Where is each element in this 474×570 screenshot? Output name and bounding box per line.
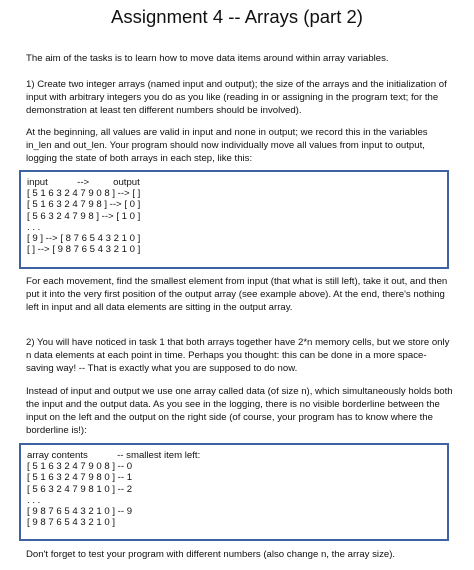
task2-paragraph-1: 2) You will have noticed in task 1 that both arrays together have 2*n memory cells, but we store only n data elements at each point in time. Perhaps you thought: this can be done in a more space-saving way! -- That is exactly what you are supposed to do now. (26, 337, 450, 374)
task1-log-box (19, 170, 449, 269)
log-line: array contents -- smallest item left: (27, 450, 201, 461)
log-line: . . . (27, 494, 41, 506)
log-line: input --> output (27, 177, 140, 188)
log-line: [ 5 1 6 3 2 4 7 9 0 8 ] -- 0 (27, 461, 133, 473)
log-line: [ 9 8 7 6 5 4 3 2 1 0 ] -- 9 (27, 505, 133, 517)
closing-paragraph: Don't forget to test your program with different numbers (also change n, the array size). (26, 549, 396, 560)
log-line: [ 5 6 3 2 4 7 9 8 ] --> [ 1 0 ] (27, 210, 141, 222)
log-line: [ ] --> [ 9 8 7 6 5 4 3 2 1 0 ] (27, 244, 141, 256)
log-line: [ 5 1 6 3 2 4 7 9 0 8 ] --> [ ] (27, 188, 141, 200)
log-line: . . . (27, 221, 41, 233)
task1-paragraph-2: At the beginning, all values are valid in input and none in output; we record this in the variables in_len and out_len. Your program should now individually move all values from input to output, logging the state of both arrays in each step, like this: (26, 127, 428, 164)
log-line: [ 5 1 6 3 2 4 7 9 8 ] --> [ 0 ] (27, 199, 141, 211)
intro-paragraph: The aim of the tasks is to learn how to move data items around within array variables. (26, 53, 389, 64)
page-title: Assignment 4 -- Arrays (part 2) (111, 6, 363, 27)
log-line: [ 9 ] --> [ 8 7 6 5 4 3 2 1 0 ] (27, 232, 141, 244)
task1-paragraph-1: 1) Create two integer arrays (named input and output); the size of the arrays and the initialization of input with arbitrary integers you do as you like (reading in or assigning in the program text; for the demonstration at least ten different numbers should be involved). (26, 79, 447, 116)
log-line: [ 5 6 3 2 4 7 9 8 1 0 ] -- 2 (27, 483, 133, 495)
task2-log-box (19, 443, 449, 541)
log-line: [ 5 1 6 3 2 4 7 9 8 0 ] -- 1 (27, 472, 133, 484)
task1-paragraph-3: For each movement, find the smallest element from input (that what is still left), take it out, and then put it into the very first position of the output array (see example above). At the end, there's nothing left in input and all data elements are sitting in the output array. (26, 276, 448, 313)
task2-paragraph-2: Instead of input and output we use one array called data (of size n), which simultaneously holds both the input and the output data. As you see in the logging, there is no visible borderline between the input on the left and the output on the right side (of course, your program has to know where the borderline is!): (26, 386, 453, 436)
log-line: [ 9 8 7 6 5 4 3 2 1 0 ] (27, 517, 116, 529)
